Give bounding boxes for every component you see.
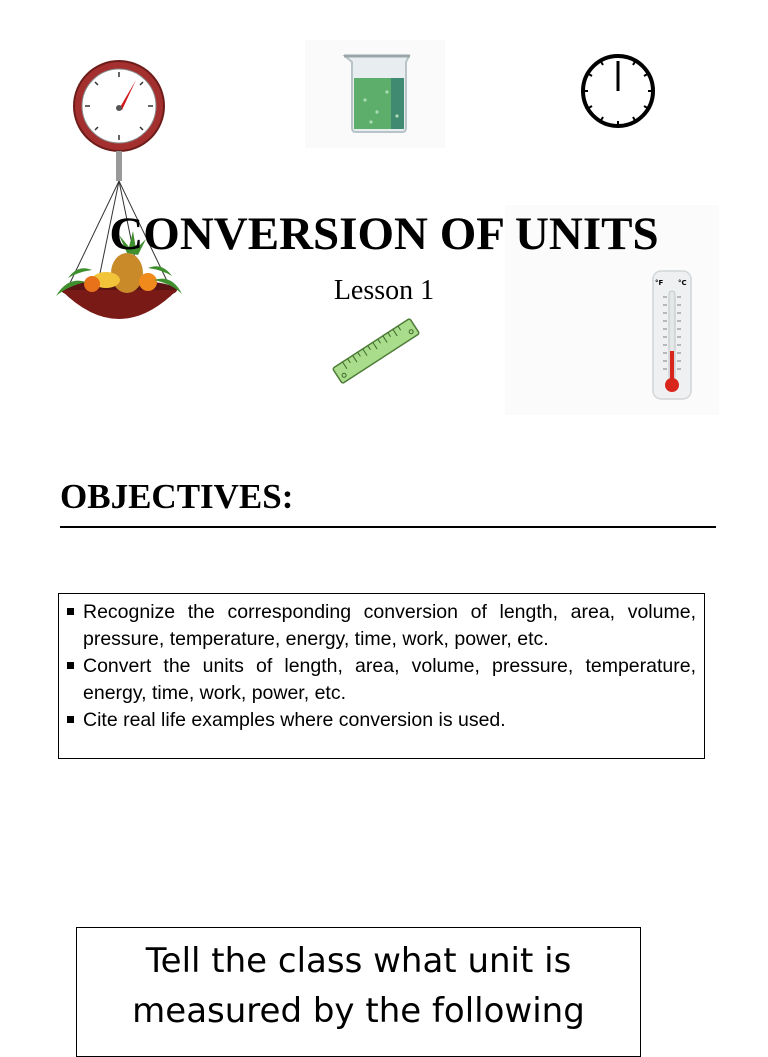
objective-text: Cite real life examples where conversion is used. bbox=[83, 709, 506, 731]
bullet-icon bbox=[67, 608, 74, 615]
slide-title: CONVERSION OF UNITS bbox=[109, 208, 659, 260]
bullet-icon bbox=[67, 716, 74, 723]
clock-icon bbox=[579, 52, 657, 130]
objectives-heading: OBJECTIVES: bbox=[60, 477, 294, 516]
bullet-icon bbox=[67, 662, 74, 669]
beaker-icon bbox=[305, 40, 445, 148]
objectives-box bbox=[58, 593, 705, 759]
objective-text: Convert the units of length, area, volume, pressure, temperature, energy, time, work, power, etc. bbox=[83, 655, 696, 704]
class-prompt-box bbox=[76, 927, 641, 1057]
objective-item bbox=[67, 653, 696, 707]
objective-item bbox=[67, 707, 696, 734]
slide-subtitle: Lesson 1 bbox=[333, 275, 435, 306]
ruler-icon bbox=[328, 314, 424, 388]
objective-item bbox=[67, 599, 696, 653]
celsius-label: °C bbox=[678, 279, 687, 287]
objective-text: Recognize the corresponding conversion of length, area, volume, pressure, temperature, energy, time, work, power, etc. bbox=[83, 601, 696, 650]
heading-divider bbox=[60, 526, 716, 528]
class-prompt-text: Tell the class what unit is measured by the following bbox=[132, 941, 585, 1031]
fahrenheit-label: °F bbox=[655, 279, 664, 287]
objectives-list bbox=[67, 599, 696, 734]
